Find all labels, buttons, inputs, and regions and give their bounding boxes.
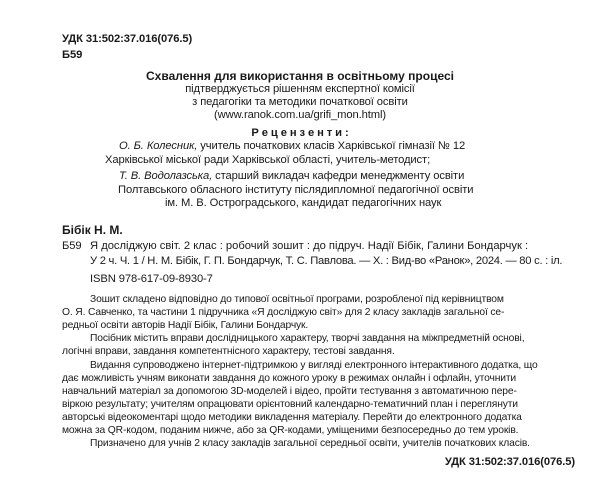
- biblio-index: Б59: [62, 240, 82, 252]
- reviewer-1-line-2: Харківської міської ради Харківської області, учитель-методист;: [105, 154, 431, 166]
- reviewers-heading: Р е ц е н з е н т и :: [251, 127, 349, 139]
- approval-line-1: підтверджується рішенням експертної комісії: [185, 83, 415, 95]
- reviewer-1-position: учитель початкових класів Харківської гімназії № 12: [197, 140, 466, 152]
- annotation-p2-line-1: Посібник містить вправи дослідницького характеру, творчі завдання на міжпредметній основі,: [90, 333, 525, 344]
- annotation-p2-line-2: логічні вправи, завдання компетентнісного характеру, тестові завдання.: [62, 346, 395, 357]
- biblio-isbn: ISBN 978-617-09-8930-7: [90, 273, 213, 285]
- biblio-title-line: Я досліджую світ. 2 клас : робочий зошит : до підруч. Надії Бібік, Галини Бондарчук :: [90, 240, 529, 252]
- annotation-p3-line-2: дає можливість учням виконати завдання до кожного уроку в режимах онлайн і офлайн, уточнити: [62, 373, 516, 384]
- annotation-p3-line-6: можна за QR-кодом, поданим нижче, або за QR-кодами, уміщеними безпосередньо до тем уроків.: [62, 425, 519, 436]
- reviewer-2-line-1: [119, 170, 464, 182]
- annotation-p1-line-2: О. Я. Савченко, та частини 1 підручника «Я досліджую світ» для 2 класу закладів загальної се-: [62, 307, 505, 318]
- reviewer-1-line-1: [119, 140, 465, 152]
- annotation-p4-line-1: Призначено для учнів 2 класу закладів загальної середньої освіти, учителів початкових класів.: [90, 438, 530, 449]
- annotation-p3-line-1: Видання супроводжено інтернет-підтримкою у вигляді електронного інтерактивного додатка, що: [90, 360, 538, 371]
- approval-url: (www.ranok.com.ua/grifi_mon.html): [213, 109, 387, 121]
- reviewer-2-position: старший викладач кафедри менеджменту освіти: [212, 170, 465, 182]
- udk-top: УДК 31:502:37.016(076.5): [62, 33, 193, 45]
- bbk-top: Б59: [62, 49, 83, 61]
- biblio-authors-line: У 2 ч. Ч. 1 / Н. М. Бібік, Г. П. Бондарчук, Т. С. Павлова. — Х. : Вид-во «Ранок», 2024. — 80 с. : іл.: [90, 255, 563, 267]
- annotation-p3-line-3: навчальний матеріал за допомогою 3D-моделей і відео, пройти тестування з автоматичною пере-: [62, 386, 517, 397]
- reviewer-2-name: Т. В. Водолазська,: [119, 170, 213, 182]
- annotation-p3-line-4: віркою результату; учителям опрацювати орієнтовний календарно-тематичний план і переглянути: [62, 399, 518, 410]
- annotation-p1-line-3: редньої освіти авторів Надії Бібік, Галини Бондарчук.: [62, 320, 309, 331]
- annotation-p3-line-5: авторські відеокоментарі щодо методики викладення матеріалу. Перейти до електронного додатка: [62, 412, 522, 423]
- reviewer-2-line-3: ім. М. В. Остроградського, кандидат педагогічних наук: [165, 197, 442, 209]
- udk-bottom: УДК 31:502:37.016(076.5): [444, 456, 575, 468]
- annotation-p1-line-1: Зошит складено відповідно до типової освітньої програми, розробленої під керівництвом: [90, 294, 504, 305]
- reviewer-2-line-2: Полтавського обласного інституту післядипломної педагогічної освіти: [118, 184, 474, 196]
- approval-title: Схвалення для використання в освітньому процесі: [146, 69, 454, 83]
- approval-line-2: з педагогіки та методики початкової освіти: [192, 96, 408, 108]
- reviewer-1-name: О. Б. Колесник,: [119, 140, 198, 152]
- biblio-author: Бібік Н. М.: [62, 223, 123, 237]
